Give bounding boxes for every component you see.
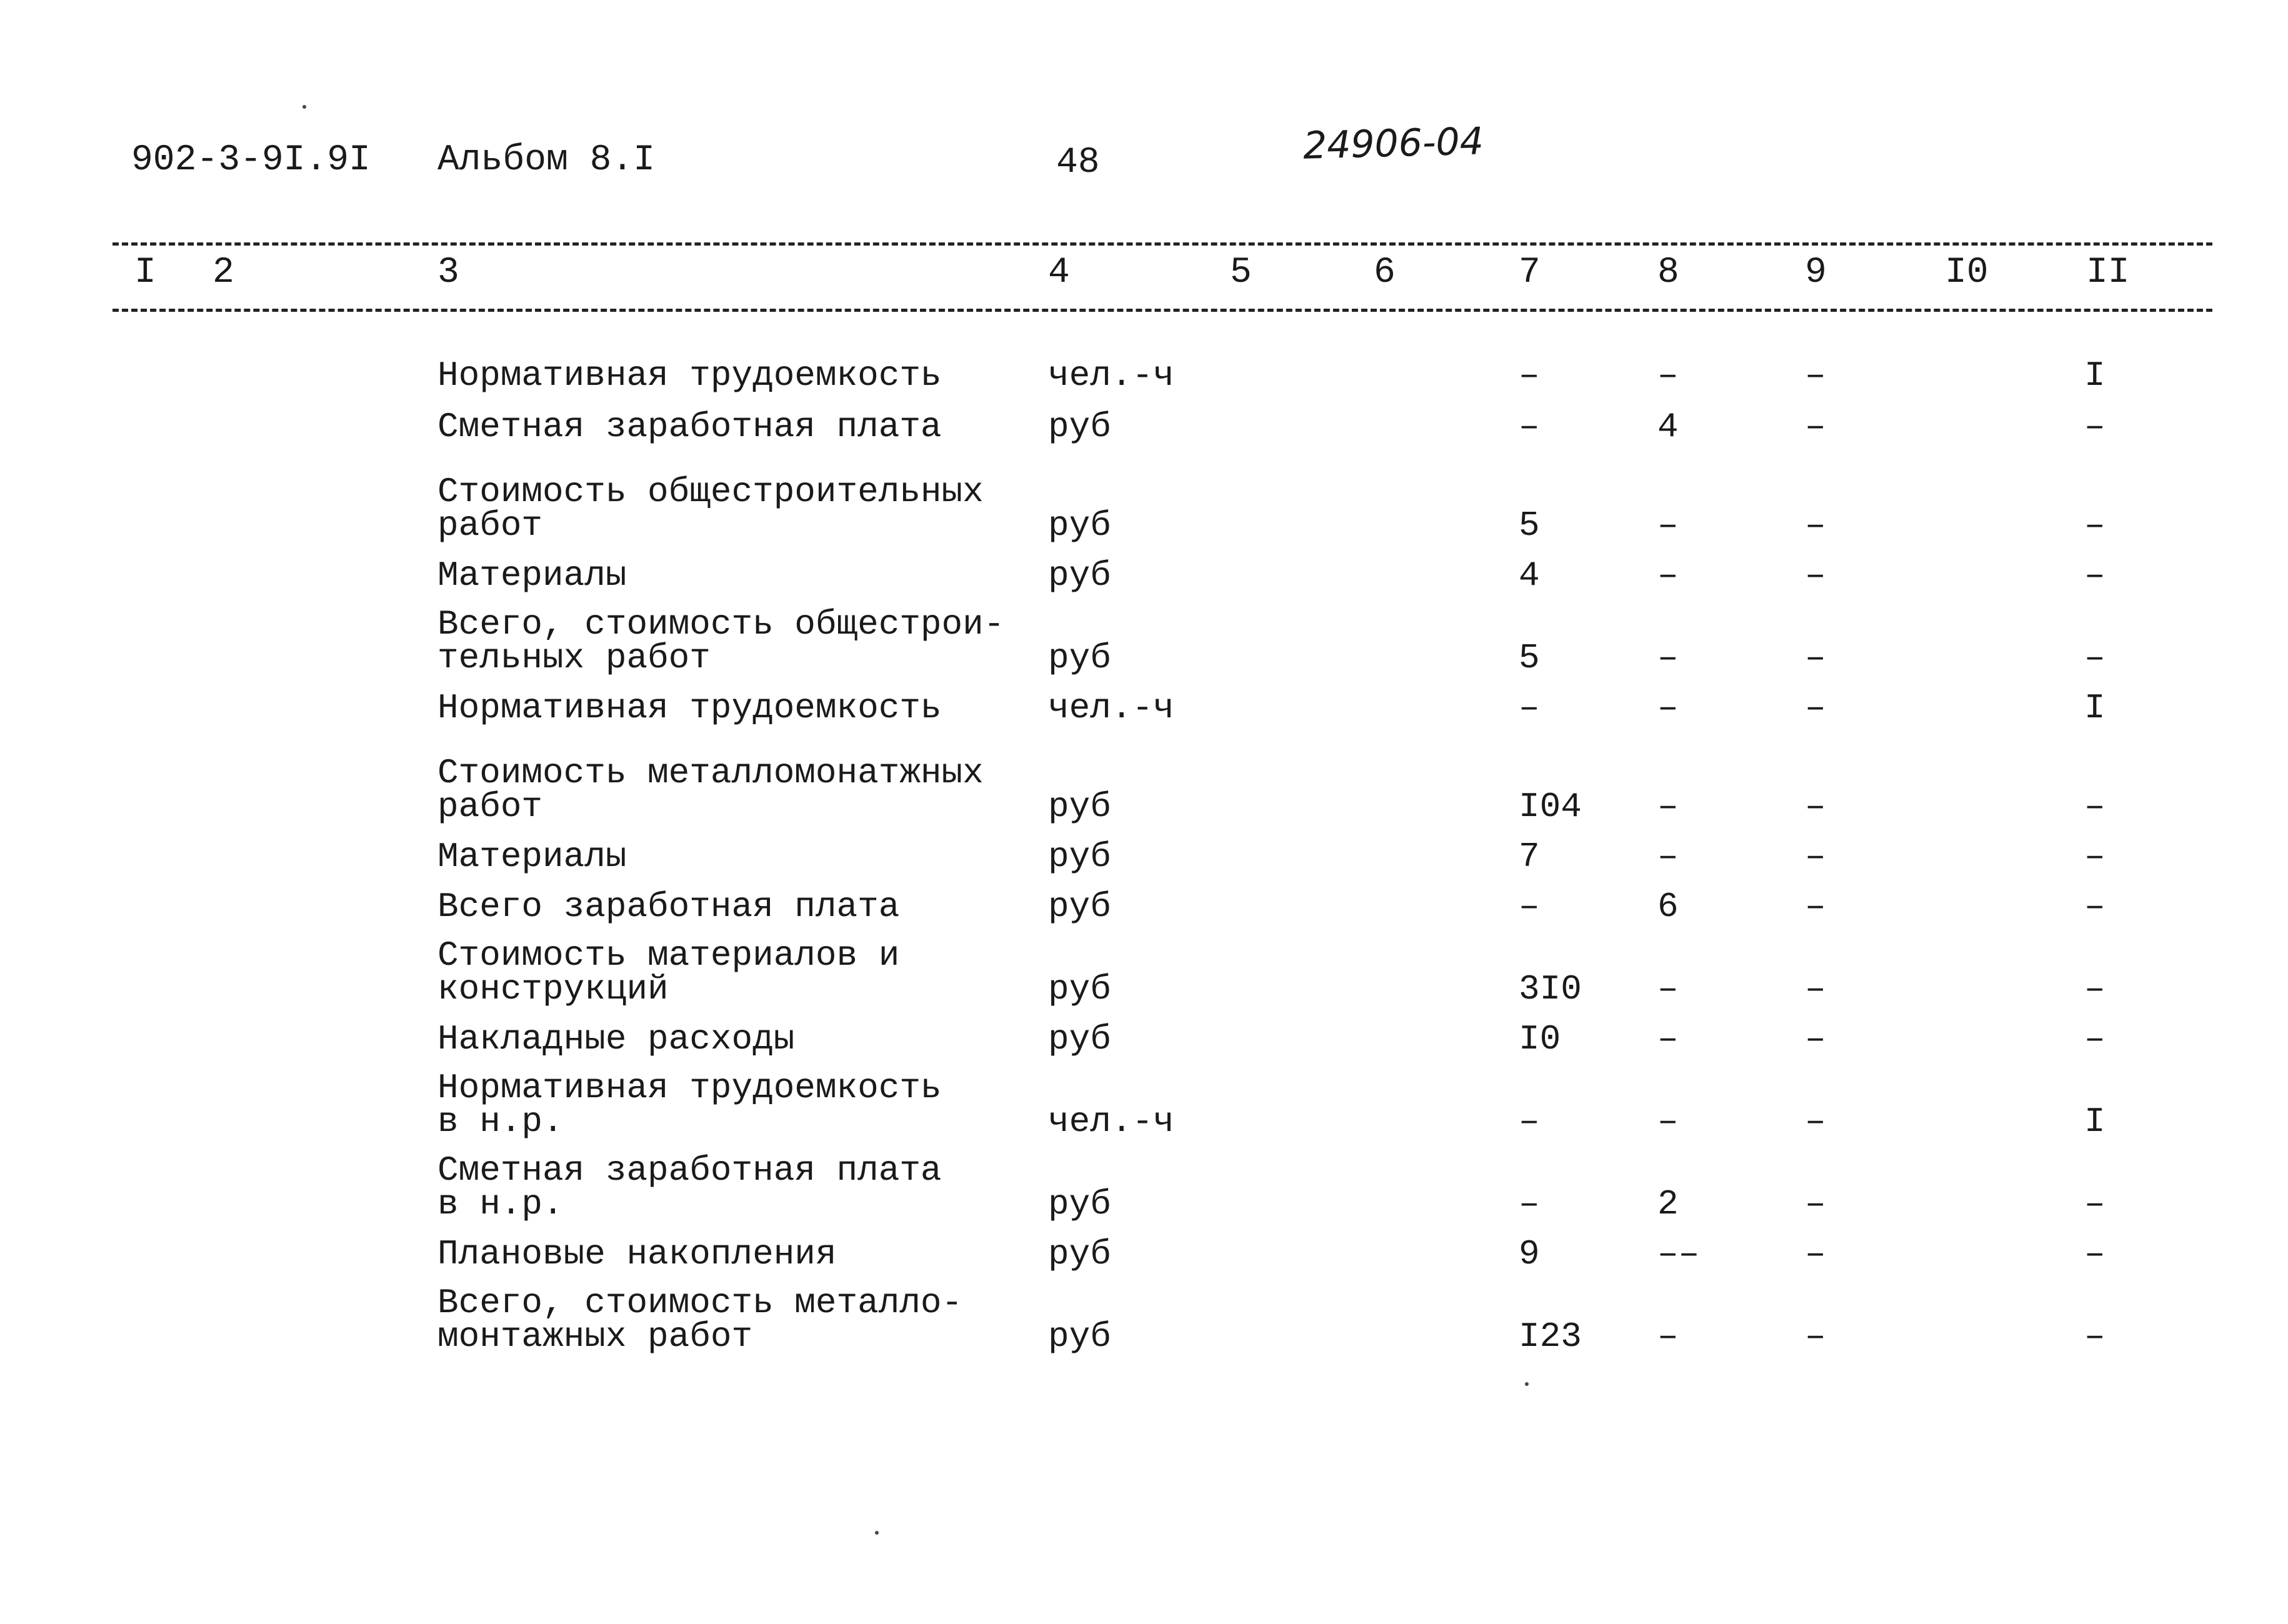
column-11-cell: –: [2084, 837, 2106, 877]
column-9-cell: –: [1805, 506, 1826, 545]
column-number-7: 7: [1519, 252, 1541, 293]
column-8-cell: –: [1657, 638, 1679, 678]
column-8-cell: 2: [1657, 1184, 1679, 1224]
column-11-cell: –: [2084, 787, 2106, 827]
column-7-cell: I23: [1519, 1317, 1582, 1357]
unit-cell: чел.-ч: [1048, 1102, 1174, 1142]
column-7-cell: 7: [1519, 837, 1540, 877]
unit-cell: руб: [1048, 1234, 1111, 1274]
column-7-cell: I04: [1519, 787, 1582, 827]
column-9-cell: –: [1805, 638, 1826, 678]
column-8-cell: –: [1657, 1317, 1679, 1357]
column-7-cell: –: [1519, 688, 1540, 728]
description-cell: Нормативная трудоемкость: [437, 688, 942, 728]
document-code: 902-3-9I.9I: [131, 140, 371, 181]
column-9-cell: –: [1805, 837, 1826, 877]
description-cell: Накладные расходы: [437, 1019, 795, 1059]
column-11-cell: –: [2084, 1317, 2106, 1357]
column-number-1: I: [134, 252, 156, 293]
column-8-cell: –: [1657, 506, 1679, 545]
unit-cell: руб: [1048, 555, 1111, 595]
column-9-cell: –: [1805, 887, 1826, 927]
column-7-cell: –: [1519, 1184, 1540, 1224]
handwritten-number: 24906-04: [1302, 119, 1484, 168]
column-8-cell: 6: [1657, 887, 1679, 927]
column-8-cell: 4: [1657, 407, 1679, 447]
description-cell: Стоимость общестроительных работ: [437, 472, 984, 545]
column-8-cell: –: [1657, 555, 1679, 595]
table-row: [0, 753, 2288, 827]
speck-3: [1525, 1382, 1529, 1386]
column-9-cell: –: [1805, 407, 1826, 447]
description-cell: Всего заработная плата: [437, 887, 900, 927]
column-8-cell: –: [1657, 787, 1679, 827]
page-number: 48: [1056, 142, 1100, 183]
unit-cell: чел.-ч: [1048, 356, 1174, 396]
column-9-cell: –: [1805, 1234, 1826, 1274]
column-11-cell: –: [2084, 887, 2106, 927]
column-11-cell: –: [2084, 969, 2106, 1009]
column-9-cell: –: [1805, 555, 1826, 595]
column-11-cell: –: [2084, 638, 2106, 678]
table-row: [0, 356, 2288, 396]
column-7-cell: 3I0: [1519, 969, 1582, 1009]
table-row: [0, 1283, 2288, 1357]
unit-cell: руб: [1048, 506, 1111, 545]
column-11-cell: –: [2084, 1019, 2106, 1059]
column-8-cell: –: [1657, 1019, 1679, 1059]
column-11-cell: I: [2084, 356, 2106, 396]
column-9-cell: –: [1805, 688, 1826, 728]
unit-cell: руб: [1048, 1184, 1111, 1224]
column-number-4: 4: [1048, 252, 1070, 293]
column-8-cell: –: [1657, 356, 1679, 396]
speck-2: [875, 1531, 879, 1535]
unit-cell: руб: [1048, 969, 1111, 1009]
table-row: [0, 1068, 2288, 1142]
description-cell: Материалы: [437, 555, 627, 595]
column-7-cell: –: [1519, 356, 1540, 396]
description-cell: Всего, стоимость общестрои- тельных работ: [437, 604, 1005, 678]
column-11-cell: –: [2084, 506, 2106, 545]
column-7-cell: –: [1519, 407, 1540, 447]
column-number-2: 2: [212, 252, 234, 293]
unit-cell: руб: [1048, 837, 1111, 877]
column-number-8: 8: [1657, 252, 1679, 293]
column-number-10: I0: [1945, 252, 1989, 293]
column-8-cell: –: [1657, 969, 1679, 1009]
unit-cell: руб: [1048, 887, 1111, 927]
column-11-cell: –: [2084, 1184, 2106, 1224]
table-row: [0, 837, 2288, 877]
column-number-5: 5: [1230, 252, 1252, 293]
description-cell: Стоимость металломонатжных работ: [437, 753, 984, 827]
unit-cell: руб: [1048, 1019, 1111, 1059]
column-number-9: 9: [1805, 252, 1827, 293]
column-9-cell: –: [1805, 1317, 1826, 1357]
table-row: [0, 472, 2288, 545]
column-8-cell: ––: [1657, 1234, 1700, 1274]
column-9-cell: –: [1805, 356, 1826, 396]
column-9-cell: –: [1805, 787, 1826, 827]
table-top-rule: [112, 242, 2212, 246]
column-11-cell: I: [2084, 688, 2106, 728]
table-row: [0, 688, 2288, 728]
column-7-cell: –: [1519, 887, 1540, 927]
table-row: [0, 407, 2288, 447]
description-cell: Всего, стоимость металло- монтажных работ: [437, 1283, 963, 1357]
column-8-cell: –: [1657, 837, 1679, 877]
column-7-cell: 5: [1519, 506, 1540, 545]
description-cell: Сметная заработная плата в н.р.: [437, 1150, 942, 1224]
column-8-cell: –: [1657, 688, 1679, 728]
album-label: Альбом 8.I: [437, 140, 656, 181]
unit-cell: чел.-ч: [1048, 688, 1174, 728]
unit-cell: руб: [1048, 638, 1111, 678]
column-9-cell: –: [1805, 1019, 1826, 1059]
column-number-6: 6: [1374, 252, 1396, 293]
column-11-cell: –: [2084, 407, 2106, 447]
column-number-11: II: [2086, 252, 2130, 293]
table-header-rule: [112, 309, 2212, 312]
description-cell: Нормативная трудоемкость в н.р.: [437, 1068, 942, 1142]
column-9-cell: –: [1805, 1184, 1826, 1224]
speck-1: [302, 105, 306, 109]
column-11-cell: –: [2084, 1234, 2106, 1274]
unit-cell: руб: [1048, 1317, 1111, 1357]
table-row: [0, 1234, 2288, 1274]
table-row: [0, 604, 2288, 678]
table-row: [0, 555, 2288, 595]
description-cell: Плановые накопления: [437, 1234, 837, 1274]
unit-cell: руб: [1048, 787, 1111, 827]
column-11-cell: I: [2084, 1102, 2106, 1142]
column-7-cell: –: [1519, 1102, 1540, 1142]
description-cell: Материалы: [437, 837, 627, 877]
unit-cell: руб: [1048, 407, 1111, 447]
column-8-cell: –: [1657, 1102, 1679, 1142]
column-11-cell: –: [2084, 555, 2106, 595]
table-row: [0, 1019, 2288, 1059]
column-number-3: 3: [437, 252, 459, 293]
description-cell: Нормативная трудоемкость: [437, 356, 942, 396]
description-cell: Стоимость материалов и конструкций: [437, 935, 900, 1009]
column-9-cell: –: [1805, 969, 1826, 1009]
column-7-cell: 9: [1519, 1234, 1540, 1274]
description-cell: Сметная заработная плата: [437, 407, 942, 447]
column-7-cell: 4: [1519, 555, 1540, 595]
table-row: [0, 935, 2288, 1009]
table-row: [0, 887, 2288, 927]
column-9-cell: –: [1805, 1102, 1826, 1142]
column-7-cell: I0: [1519, 1019, 1561, 1059]
column-7-cell: 5: [1519, 638, 1540, 678]
table-row: [0, 1150, 2288, 1224]
